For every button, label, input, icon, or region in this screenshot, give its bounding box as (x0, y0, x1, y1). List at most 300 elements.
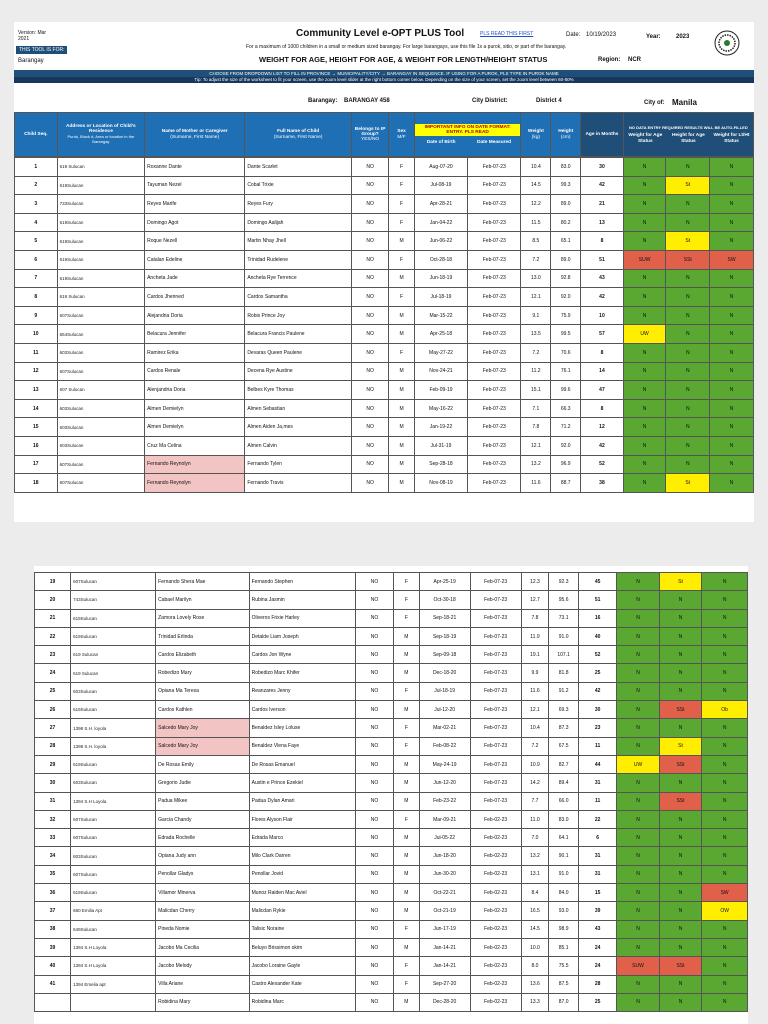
address-cell[interactable] (71, 993, 156, 1011)
weight-cell[interactable]: 12.2 (521, 195, 551, 214)
mother-name-cell[interactable]: Salcedo Mary Joy (156, 719, 250, 737)
date-measured-cell[interactable]: Feb-07-23 (468, 306, 521, 325)
date-of-birth-cell[interactable]: Apr-25-18 (414, 325, 467, 344)
address-cell[interactable]: 607Sulucan (71, 573, 156, 591)
mother-name-cell[interactable]: Zamora Lovely Rose (156, 609, 250, 627)
date-of-birth-cell[interactable]: Jun-06-22 (414, 232, 467, 251)
weight-cell[interactable]: 10.0 (521, 938, 549, 956)
weight-cell[interactable]: 16.5 (521, 902, 549, 920)
weight-cell[interactable]: 12.1 (521, 701, 549, 719)
ip-group-cell[interactable]: NO (355, 774, 393, 792)
ip-group-cell[interactable]: NO (351, 474, 388, 493)
height-cell[interactable]: 107.1 (549, 646, 579, 664)
weight-cell[interactable]: 9.1 (521, 306, 551, 325)
weight-cell[interactable]: 15.1 (521, 381, 551, 400)
ip-group-cell[interactable]: NO (355, 993, 393, 1011)
mother-name-cell[interactable]: Gregorio Judie (156, 774, 250, 792)
date-measured-cell[interactable]: Feb-07-23 (470, 701, 521, 719)
child-name-cell[interactable]: Fernando Travis (245, 474, 352, 493)
height-cell[interactable]: 92.0 (551, 436, 581, 455)
date-measured-cell[interactable]: Feb-07-23 (470, 646, 521, 664)
sex-cell[interactable]: F (389, 176, 415, 195)
address-cell[interactable]: 1394 S.H Loyola (71, 938, 156, 956)
weight-cell[interactable]: 11.5 (521, 213, 551, 232)
address-cell[interactable]: 619 Sulucan (57, 288, 144, 307)
date-of-birth-cell[interactable]: Sep-09-18 (419, 646, 470, 664)
address-cell[interactable]: 607Sulucan (71, 829, 156, 847)
height-cell[interactable]: 92.3 (549, 573, 579, 591)
sex-cell[interactable]: F (389, 250, 415, 269)
address-cell[interactable]: 619Sulucan (71, 627, 156, 645)
address-cell[interactable]: 619Sulucan (71, 609, 156, 627)
sex-cell[interactable]: M (394, 792, 420, 810)
height-cell[interactable]: 71.2 (551, 418, 581, 437)
sex-cell[interactable]: M (394, 902, 420, 920)
address-cell[interactable]: 619Sulucan (71, 755, 156, 773)
ip-group-cell[interactable]: NO (355, 646, 393, 664)
mother-name-cell[interactable]: De Rosas Emily (156, 755, 250, 773)
sex-cell[interactable]: M (394, 755, 420, 773)
ip-group-cell[interactable]: NO (355, 701, 393, 719)
height-cell[interactable]: 82.7 (549, 755, 579, 773)
sex-cell[interactable]: M (394, 627, 420, 645)
sex-cell[interactable]: M (389, 325, 415, 344)
mother-name-cell[interactable]: Robidina Mary (156, 993, 250, 1011)
mother-name-cell[interactable]: Fernando Reynolyn (145, 474, 245, 493)
weight-cell[interactable]: 9.9 (521, 664, 549, 682)
child-name-cell[interactable]: Castro Alexander Kate (249, 975, 355, 993)
child-name-cell[interactable]: Edrada Marco (249, 829, 355, 847)
weight-cell[interactable]: 13.2 (521, 847, 549, 865)
ip-group-cell[interactable]: NO (355, 810, 393, 828)
weight-cell[interactable]: 10.9 (521, 755, 549, 773)
ip-group-cell[interactable]: NO (351, 213, 388, 232)
date-of-birth-cell[interactable]: Nov-08-19 (414, 474, 467, 493)
address-cell[interactable]: 603Sulucan (57, 418, 144, 437)
date-measured-cell[interactable]: Feb-07-23 (468, 269, 521, 288)
address-cell[interactable]: 1398 S.H. loyola (71, 737, 156, 755)
ip-group-cell[interactable]: NO (351, 250, 388, 269)
weight-cell[interactable]: 14.5 (521, 176, 551, 195)
ip-group-cell[interactable]: NO (355, 737, 393, 755)
date-measured-cell[interactable]: Feb-02-23 (470, 829, 521, 847)
child-name-cell[interactable]: De Rosas Emanuel (249, 755, 355, 773)
mother-name-cell[interactable]: Trinidad Erlinda (156, 627, 250, 645)
sex-cell[interactable]: M (394, 701, 420, 719)
date-measured-cell[interactable]: Feb-07-23 (470, 627, 521, 645)
date-measured-cell[interactable]: Feb-07-23 (470, 591, 521, 609)
height-cell[interactable]: 69.3 (549, 701, 579, 719)
weight-cell[interactable]: 13.1 (521, 865, 549, 883)
ip-group-cell[interactable]: NO (351, 288, 388, 307)
date-measured-cell[interactable]: Feb-07-23 (468, 176, 521, 195)
mother-name-cell[interactable]: Opiana Judy ann (156, 847, 250, 865)
weight-cell[interactable]: 7.8 (521, 418, 551, 437)
date-of-birth-cell[interactable]: Jun-18-20 (419, 847, 470, 865)
height-cell[interactable]: 98.9 (549, 920, 579, 938)
ip-group-cell[interactable]: NO (355, 627, 393, 645)
date-measured-cell[interactable]: Feb-07-23 (468, 250, 521, 269)
date-measured-cell[interactable]: Feb-02-23 (470, 975, 521, 993)
address-cell[interactable]: 603Sulucan (57, 399, 144, 418)
mother-name-cell[interactable]: Reyes Marife (145, 195, 245, 214)
child-name-cell[interactable]: Beluyo Brissimon okim (249, 938, 355, 956)
address-cell[interactable]: 619Sulucan (57, 213, 144, 232)
weight-cell[interactable]: 7.2 (521, 343, 551, 362)
date-of-birth-cell[interactable]: Apr-25-19 (419, 573, 470, 591)
sex-cell[interactable]: F (394, 920, 420, 938)
mother-name-cell[interactable]: Catalan Edeline (145, 250, 245, 269)
weight-cell[interactable]: 13.0 (521, 269, 551, 288)
date-of-birth-cell[interactable]: Jul-12-20 (419, 701, 470, 719)
mother-name-cell[interactable]: Ramirez Erika (145, 343, 245, 362)
height-cell[interactable]: 85.1 (549, 938, 579, 956)
height-cell[interactable]: 66.3 (551, 399, 581, 418)
height-cell[interactable]: 89.0 (551, 250, 581, 269)
ip-group-cell[interactable]: NO (351, 418, 388, 437)
weight-cell[interactable]: 12.3 (521, 573, 549, 591)
height-cell[interactable]: 93.0 (549, 902, 579, 920)
sex-cell[interactable]: F (389, 213, 415, 232)
address-cell[interactable]: 743Sulucan (71, 591, 156, 609)
mother-name-cell[interactable]: Domingo Agot (145, 213, 245, 232)
date-of-birth-cell[interactable]: May-16-22 (414, 399, 467, 418)
date-measured-cell[interactable]: Feb-02-23 (470, 993, 521, 1011)
barangay-value[interactable]: BARANGAY 458 (344, 98, 390, 104)
child-name-cell[interactable]: Rubina Jasmin (249, 591, 355, 609)
height-cell[interactable]: 83.0 (549, 810, 579, 828)
date-of-birth-cell[interactable]: Jun-30-20 (419, 865, 470, 883)
weight-cell[interactable]: 11.0 (521, 810, 549, 828)
weight-cell[interactable]: 7.2 (521, 250, 551, 269)
height-cell[interactable]: 65.1 (551, 232, 581, 251)
sex-cell[interactable]: M (389, 399, 415, 418)
weight-cell[interactable]: 13.5 (521, 325, 551, 344)
date-measured-cell[interactable]: Feb-07-23 (468, 436, 521, 455)
sex-cell[interactable]: M (394, 847, 420, 865)
date-measured-cell[interactable]: Feb-07-23 (468, 195, 521, 214)
sex-cell[interactable]: M (389, 436, 415, 455)
sex-cell[interactable]: M (394, 865, 420, 883)
sex-cell[interactable]: M (394, 884, 420, 902)
ip-group-cell[interactable]: NO (351, 362, 388, 381)
sex-cell[interactable]: M (394, 646, 420, 664)
child-name-cell[interactable]: Robedizo Marc Khifer (249, 664, 355, 682)
mother-name-cell[interactable]: Fernando Shera Mae (156, 573, 250, 591)
address-cell[interactable]: 607Sulucan (57, 455, 144, 474)
child-name-cell[interactable]: Devaras Queen Paulene (245, 343, 352, 362)
region-value[interactable]: NCR (628, 57, 641, 63)
weight-cell[interactable]: 19.1 (521, 646, 549, 664)
address-cell[interactable]: 603Sulucan (57, 343, 144, 362)
date-measured-cell[interactable]: Feb-07-23 (468, 455, 521, 474)
mother-name-cell[interactable]: Edrada Rochelle (156, 829, 250, 847)
date-of-birth-cell[interactable]: Mar-09-21 (419, 810, 470, 828)
child-name-cell[interactable]: Benaldez Vlena Faye (249, 737, 355, 755)
date-of-birth-cell[interactable]: Jul-08-19 (414, 176, 467, 195)
height-cell[interactable]: 91.2 (549, 682, 579, 700)
mother-name-cell[interactable]: Ancheta Jade (145, 269, 245, 288)
date-of-birth-cell[interactable]: Feb-08-22 (419, 737, 470, 755)
sex-cell[interactable]: F (394, 957, 420, 975)
date-measured-cell[interactable]: Feb-07-23 (470, 792, 521, 810)
date-of-birth-cell[interactable]: Jun-17-19 (419, 920, 470, 938)
height-cell[interactable]: 75.5 (549, 957, 579, 975)
height-cell[interactable]: 83.0 (551, 158, 581, 177)
child-name-cell[interactable]: Padua Dylan Amari (249, 792, 355, 810)
address-cell[interactable]: 607Sulucan (71, 865, 156, 883)
ip-group-cell[interactable]: NO (355, 682, 393, 700)
date-of-birth-cell[interactable]: Sep-27-20 (419, 975, 470, 993)
child-name-cell[interactable]: Decena Rye Austine (245, 362, 352, 381)
address-cell[interactable]: 607Sulucan (57, 362, 144, 381)
child-name-cell[interactable]: Trinidad Rudelene (245, 250, 352, 269)
weight-cell[interactable]: 14.5 (521, 920, 549, 938)
height-cell[interactable]: 87.5 (549, 975, 579, 993)
sex-cell[interactable]: M (389, 306, 415, 325)
address-cell[interactable]: 1398 S.H. loyola (71, 719, 156, 737)
date-of-birth-cell[interactable]: Jan-19-22 (414, 418, 467, 437)
ip-group-cell[interactable]: NO (355, 609, 393, 627)
ip-group-cell[interactable]: NO (351, 232, 388, 251)
mother-name-cell[interactable]: Cabael Marilyn (156, 591, 250, 609)
child-name-cell[interactable]: Belacura Francis Paulene (245, 325, 352, 344)
mother-name-cell[interactable]: Opiana Ma Teresa (156, 682, 250, 700)
height-cell[interactable]: 66.0 (549, 792, 579, 810)
date-format-note[interactable]: IMPORTANT INFO ON DATE FORMAT: ENTRY. PLS READ (415, 124, 521, 137)
ip-group-cell[interactable]: NO (355, 664, 393, 682)
date-measured-cell[interactable]: Feb-07-23 (470, 664, 521, 682)
mother-name-cell[interactable]: Robedizo Mary (156, 664, 250, 682)
date-measured-cell[interactable]: Feb-07-23 (468, 158, 521, 177)
address-cell[interactable]: 603Sulucan (57, 436, 144, 455)
height-cell[interactable]: 99.5 (551, 325, 581, 344)
weight-cell[interactable]: 13.6 (521, 975, 549, 993)
sex-cell[interactable]: F (389, 158, 415, 177)
ip-group-cell[interactable]: NO (355, 902, 393, 920)
sex-cell[interactable]: F (394, 573, 420, 591)
height-cell[interactable]: 75.9 (551, 306, 581, 325)
address-cell[interactable]: 1394 S.H Loyola (71, 792, 156, 810)
address-cell[interactable]: 607 Sulucan (57, 381, 144, 400)
sex-cell[interactable]: M (389, 269, 415, 288)
sex-cell[interactable]: M (394, 774, 420, 792)
height-cell[interactable]: 90.1 (549, 847, 579, 865)
sex-cell[interactable]: M (394, 664, 420, 682)
height-cell[interactable]: 87.0 (549, 993, 579, 1011)
child-name-cell[interactable]: Almen Calvin (245, 436, 352, 455)
ip-group-cell[interactable]: NO (355, 865, 393, 883)
date-measured-cell[interactable]: Feb-02-23 (470, 938, 521, 956)
weight-cell[interactable]: 11.6 (521, 682, 549, 700)
address-cell[interactable]: 660 Emilia Apt (71, 902, 156, 920)
date-of-birth-cell[interactable]: Jul-18-19 (419, 682, 470, 700)
date-measured-cell[interactable]: Feb-02-23 (470, 865, 521, 883)
ip-group-cell[interactable]: NO (355, 957, 393, 975)
weight-cell[interactable]: 7.7 (521, 792, 549, 810)
mother-name-cell[interactable]: Roxanne Dante (145, 158, 245, 177)
mother-name-cell[interactable]: Cardos Jhenned (145, 288, 245, 307)
date-measured-cell[interactable]: Feb-07-23 (468, 381, 521, 400)
address-cell[interactable]: 603Sulucan (71, 847, 156, 865)
ip-group-cell[interactable]: NO (355, 755, 393, 773)
child-name-cell[interactable]: Flores Alyson Flair (249, 810, 355, 828)
tool-for-value[interactable]: Barangay (18, 58, 44, 64)
address-cell[interactable]: 1394 Emelia apt (71, 975, 156, 993)
height-cell[interactable]: 92.0 (551, 288, 581, 307)
date-of-birth-cell[interactable]: Sep-18-19 (419, 627, 470, 645)
child-name-cell[interactable]: Reanzares Jenny (249, 682, 355, 700)
address-cell[interactable]: 619Sulucan (57, 176, 144, 195)
weight-cell[interactable]: 11.2 (521, 362, 551, 381)
weight-cell[interactable]: 7.2 (521, 737, 549, 755)
child-name-cell[interactable]: Cardos Jon Wyne (249, 646, 355, 664)
mother-name-cell[interactable]: Alejandria Doria (145, 306, 245, 325)
date-of-birth-cell[interactable]: Oct-21-19 (419, 902, 470, 920)
address-cell[interactable]: 619 Sulucan (71, 664, 156, 682)
mother-name-cell[interactable]: Salcedo Mary Joy (156, 737, 250, 755)
date-measured-cell[interactable]: Feb-07-23 (470, 682, 521, 700)
date-of-birth-cell[interactable]: May-27-22 (414, 343, 467, 362)
child-name-cell[interactable]: Detalde Liam Joseph (249, 627, 355, 645)
mother-name-cell[interactable]: Almen Demielyn (145, 418, 245, 437)
date-of-birth-cell[interactable]: Dec-18-20 (419, 664, 470, 682)
date-measured-cell[interactable]: Feb-07-23 (468, 232, 521, 251)
mother-name-cell[interactable]: Padua Mikee (156, 792, 250, 810)
date-measured-cell[interactable]: Feb-07-23 (470, 573, 521, 591)
child-name-cell[interactable]: Penollar Jovid (249, 865, 355, 883)
mother-name-cell[interactable]: Fernando Reynolyn (145, 455, 245, 474)
date-measured-cell[interactable]: Feb-07-23 (468, 325, 521, 344)
sex-cell[interactable]: F (389, 195, 415, 214)
child-name-cell[interactable]: Cardos Iverson (249, 701, 355, 719)
height-cell[interactable]: 96.9 (551, 455, 581, 474)
weight-cell[interactable]: 13.2 (521, 455, 551, 474)
weight-cell[interactable]: 12.1 (521, 288, 551, 307)
mother-name-cell[interactable]: Penollar Gladys (156, 865, 250, 883)
date-of-birth-cell[interactable]: Dec-28-20 (419, 993, 470, 1011)
mother-name-cell[interactable]: Roque Nezell (145, 232, 245, 251)
child-name-cell[interactable]: Robidina Marc (249, 993, 355, 1011)
address-cell[interactable]: 1394 S.H Loyola (71, 957, 156, 975)
height-cell[interactable]: 87.3 (549, 719, 579, 737)
sex-cell[interactable]: M (389, 474, 415, 493)
mother-name-cell[interactable]: Villa Ariane (156, 975, 250, 993)
address-cell[interactable]: 619Sulucan (57, 250, 144, 269)
address-cell[interactable]: 619Sulucan (57, 269, 144, 288)
ip-group-cell[interactable]: NO (351, 343, 388, 362)
mother-name-cell[interactable]: Garcia Chandy (156, 810, 250, 828)
weight-cell[interactable]: 8.4 (521, 884, 549, 902)
date-of-birth-cell[interactable]: Jul-31-19 (414, 436, 467, 455)
district-value[interactable]: District 4 (536, 98, 562, 104)
address-cell[interactable]: 649Sulucan (71, 920, 156, 938)
height-cell[interactable]: 64.1 (549, 829, 579, 847)
child-name-cell[interactable]: Robis Prince Joy (245, 306, 352, 325)
address-cell[interactable]: 619Sulucan (71, 701, 156, 719)
date-measured-cell[interactable]: Feb-07-23 (468, 362, 521, 381)
date-of-birth-cell[interactable]: Jul-05-22 (419, 829, 470, 847)
readme-link[interactable]: PLS READ THIS FIRST (480, 31, 534, 37)
ip-group-cell[interactable]: NO (351, 306, 388, 325)
date-of-birth-cell[interactable]: Jul-18-19 (414, 288, 467, 307)
address-cell[interactable]: 607Sulucan (57, 306, 144, 325)
mother-name-cell[interactable]: Pineda Nomie (156, 920, 250, 938)
date-of-birth-cell[interactable]: Mar-02-21 (419, 719, 470, 737)
address-cell[interactable]: 654Sulucan (57, 325, 144, 344)
height-cell[interactable]: 73.1 (549, 609, 579, 627)
weight-cell[interactable]: 12.1 (521, 436, 551, 455)
height-cell[interactable]: 76.1 (551, 362, 581, 381)
height-cell[interactable]: 88.7 (551, 474, 581, 493)
ip-group-cell[interactable]: NO (355, 847, 393, 865)
height-cell[interactable]: 91.0 (549, 627, 579, 645)
date-of-birth-cell[interactable]: Oct-22-21 (419, 884, 470, 902)
date-of-birth-cell[interactable]: Apr-28-21 (414, 195, 467, 214)
date-of-birth-cell[interactable]: Oct-30-18 (419, 591, 470, 609)
child-name-cell[interactable]: Fernando Tylen (245, 455, 352, 474)
sex-cell[interactable]: F (394, 737, 420, 755)
date-measured-cell[interactable]: Feb-07-23 (470, 737, 521, 755)
ip-group-cell[interactable]: NO (351, 158, 388, 177)
date-measured-cell[interactable]: Feb-07-23 (468, 399, 521, 418)
mother-name-cell[interactable]: Cruz Ma Celina (145, 436, 245, 455)
date-measured-cell[interactable]: Feb-07-23 (470, 755, 521, 773)
child-name-cell[interactable]: Almen Aiden Ja,mes (245, 418, 352, 437)
sex-cell[interactable]: F (394, 810, 420, 828)
address-cell[interactable]: 607Sulucan (57, 474, 144, 493)
ip-group-cell[interactable]: NO (351, 455, 388, 474)
date-measured-cell[interactable]: Feb-07-23 (468, 474, 521, 493)
ip-group-cell[interactable]: NO (351, 325, 388, 344)
mother-name-cell[interactable]: Belacura Jennifer (145, 325, 245, 344)
address-cell[interactable]: 619 Sulucan (71, 646, 156, 664)
date-measured-cell[interactable]: Feb-07-23 (470, 719, 521, 737)
ip-group-cell[interactable]: NO (355, 591, 393, 609)
date-of-birth-cell[interactable]: Sep-28-18 (414, 455, 467, 474)
weight-cell[interactable]: 11.6 (521, 474, 551, 493)
ip-group-cell[interactable]: NO (351, 269, 388, 288)
height-cell[interactable]: 70.6 (551, 343, 581, 362)
child-name-cell[interactable]: Ancheta Rye Terrence (245, 269, 352, 288)
sex-cell[interactable]: F (389, 288, 415, 307)
weight-cell[interactable]: 7.1 (521, 399, 551, 418)
date-of-birth-cell[interactable]: Jun-12-20 (419, 774, 470, 792)
date-of-birth-cell[interactable]: Feb-09-19 (414, 381, 467, 400)
ip-group-cell[interactable]: NO (355, 938, 393, 956)
child-name-cell[interactable]: Cardos Samantha (245, 288, 352, 307)
height-cell[interactable]: 91.0 (549, 865, 579, 883)
height-cell[interactable]: 99.3 (551, 176, 581, 195)
weight-cell[interactable]: 8.0 (521, 957, 549, 975)
sex-cell[interactable]: M (389, 232, 415, 251)
child-name-cell[interactable]: Milo Clark Darren (249, 847, 355, 865)
height-cell[interactable]: 80.2 (551, 213, 581, 232)
ip-group-cell[interactable]: NO (355, 719, 393, 737)
address-cell[interactable]: 619 Sulucan (57, 158, 144, 177)
date-of-birth-cell[interactable]: Aug-07-20 (414, 158, 467, 177)
weight-cell[interactable]: 7.8 (521, 609, 549, 627)
ip-group-cell[interactable]: NO (351, 399, 388, 418)
child-name-cell[interactable]: Talisic Noraine (249, 920, 355, 938)
mother-name-cell[interactable]: Tayuman Nezel (145, 176, 245, 195)
child-name-cell[interactable]: Jacobo Loraine Gayle (249, 957, 355, 975)
height-cell[interactable]: 67.5 (549, 737, 579, 755)
sex-cell[interactable]: F (389, 343, 415, 362)
child-name-cell[interactable]: Cobal Trixie (245, 176, 352, 195)
child-name-cell[interactable]: Benaldez Isley Loluse (249, 719, 355, 737)
child-name-cell[interactable]: Munoz Raiden Mac Aviel (249, 884, 355, 902)
